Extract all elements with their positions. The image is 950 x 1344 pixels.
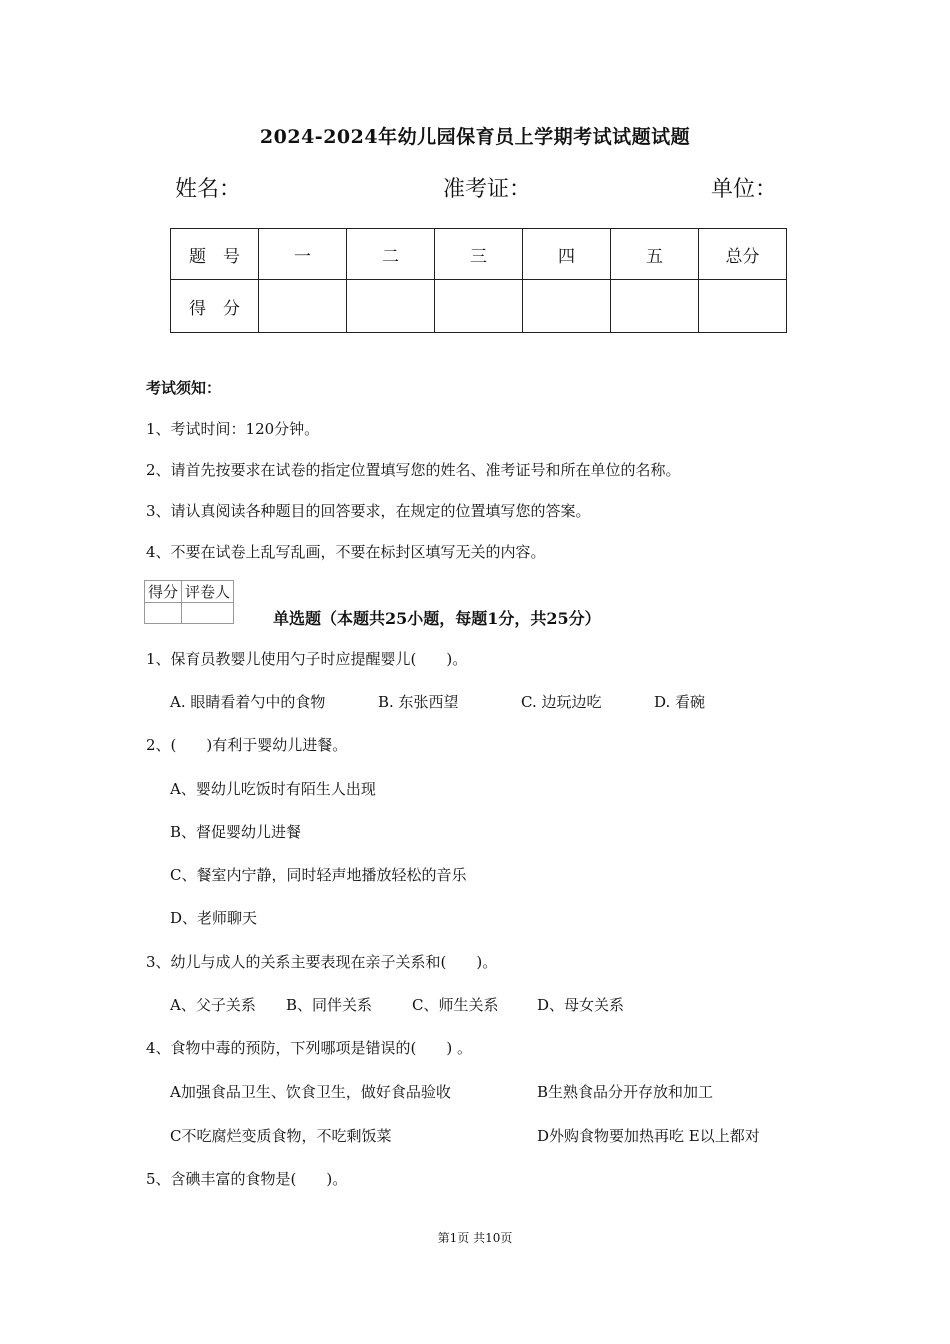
unit-label: 单位：: [711, 177, 778, 202]
column-5: 五: [611, 229, 699, 280]
score-cell: [435, 280, 523, 333]
grader-score-label: 得分: [145, 581, 182, 603]
q2-option-c: C、餐室内宁静，同时轻声地播放轻松的音乐: [170, 866, 467, 884]
q3-option-d: D、母女关系: [537, 996, 625, 1014]
notice-title: 考试须知：: [146, 379, 222, 397]
q4-option-c: C不吃腐烂变质食物，不吃剩饭菜: [170, 1127, 392, 1145]
question-1: 1、保育员教婴儿使用勺子时应提醒婴儿( )。: [146, 650, 468, 668]
notice-item: 3、请认真阅读各种题目的回答要求，在规定的位置填写您的答案。: [146, 502, 591, 520]
grader-table-blank-row: [145, 603, 234, 624]
page-title: 2024-2024年幼儿园保育员上学期考试试题试题: [259, 126, 691, 148]
q2-option-d: D、老师聊天: [170, 909, 258, 927]
q4-option-d: D外购食物要加热再吃 E以上都对: [537, 1127, 760, 1145]
score-cell: [347, 280, 435, 333]
score-cell: [523, 280, 611, 333]
page-footer: 第1页 共10页: [437, 1231, 513, 1245]
score-table-score-row: [171, 280, 787, 333]
q1-option-b: B. 东张西望: [378, 693, 459, 711]
q2-option-a: A、婴幼儿吃饭时有陌生人出现: [170, 780, 376, 798]
question-3: 3、幼儿与成人的关系主要表现在亲子关系和( )。: [146, 953, 498, 971]
column-total: 总分: [699, 229, 787, 280]
grader-blank-cell: [145, 603, 182, 624]
notice-item: 2、请首先按要求在试卷的指定位置填写您的姓名、准考证号和所在单位的名称。: [146, 461, 681, 479]
section-heading: 单选题（本题共25小题，每题1分，共25分）: [273, 609, 601, 628]
q1-option-d: D. 看碗: [654, 693, 706, 711]
q1-option-a: A. 眼睛看着勺中的食物: [170, 693, 326, 711]
q2-option-b: B、督促婴幼儿进餐: [170, 823, 302, 841]
column-2: 二: [347, 229, 435, 280]
score-table: [170, 228, 787, 333]
score-cell: [699, 280, 787, 333]
grader-table-header-row: [145, 581, 234, 603]
score-label-cell: 得 分: [171, 280, 259, 333]
column-3: 三: [435, 229, 523, 280]
grader-blank-cell: [182, 603, 234, 624]
question-2: 2、( )有利于婴幼儿进餐。: [146, 736, 348, 754]
grader-name-label: 评卷人: [182, 581, 234, 603]
notice-item: 1、考试时间：120分钟。: [146, 420, 320, 438]
q3-option-c: C、师生关系: [412, 996, 499, 1014]
question-5: 5、含碘丰富的食物是( )。: [146, 1170, 348, 1188]
notice-item: 4、不要在试卷上乱写乱画，不要在标封区填写无关的内容。: [146, 543, 546, 561]
header-label-cell: 题 号: [171, 229, 259, 280]
column-1: 一: [259, 229, 347, 280]
score-table-header-row: [171, 229, 787, 280]
q3-option-a: A、父子关系: [170, 996, 256, 1014]
score-cell: [611, 280, 699, 333]
grader-table: [144, 580, 234, 624]
q1-option-c: C. 边玩边吃: [521, 693, 602, 711]
question-4: 4、食物中毒的预防，下列哪项是错误的( ) 。: [146, 1039, 473, 1057]
score-cell: [259, 280, 347, 333]
q4-option-b: B生熟食品分开存放和加工: [537, 1083, 714, 1101]
column-4: 四: [523, 229, 611, 280]
name-label: 姓名：: [175, 177, 242, 202]
q3-option-b: B、同伴关系: [286, 996, 373, 1014]
q4-option-a: A加强食品卫生、饮食卫生，做好食品验收: [170, 1083, 451, 1101]
exam-id-label: 准考证：: [443, 177, 532, 202]
